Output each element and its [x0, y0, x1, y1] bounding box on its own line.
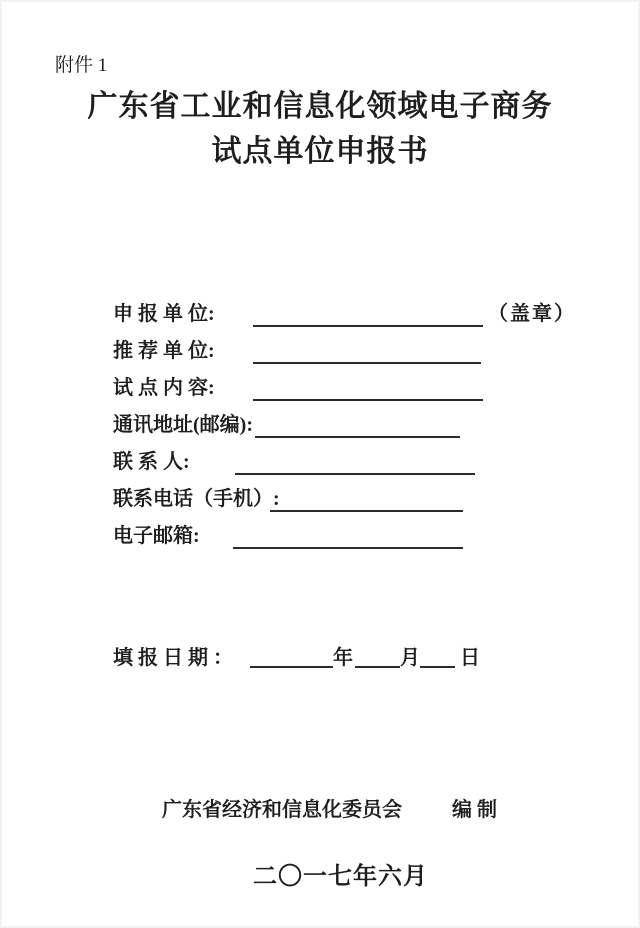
document-footer	[0, 773, 640, 891]
mailing-address-label: 通讯地址(邮编):	[113, 414, 253, 436]
month-blank-line	[355, 666, 400, 668]
email-label: 电子邮箱:	[113, 525, 200, 547]
form-row-recommending-unit	[113, 327, 613, 364]
attachment-label: 附件 1	[55, 55, 108, 76]
application-form	[113, 290, 613, 549]
month-unit-label: 月	[400, 647, 420, 669]
form-row-email	[113, 512, 613, 549]
form-row-contact-phone	[113, 475, 613, 512]
email-blank-line	[233, 547, 463, 549]
day-unit-label: 日	[460, 647, 480, 669]
applicant-unit-label: 申 报 单 位:	[113, 303, 215, 325]
recommending-unit-label: 推 荐 单 位:	[113, 340, 215, 362]
compiler-organization: 广东省经济和信息化委员会	[162, 799, 402, 821]
contact-person-label: 联 系 人:	[113, 451, 190, 473]
pilot-content-label: 试 点 内 容:	[113, 377, 215, 399]
day-blank-line	[420, 666, 455, 668]
seal-note-label: （盖章）	[488, 303, 576, 325]
document-title-line1: 广东省工业和信息化领域电子商务	[87, 90, 553, 123]
document-title-line2: 试点单位申报书	[211, 135, 429, 168]
form-row-contact-person	[113, 438, 613, 475]
form-row-applicant-unit	[113, 290, 613, 327]
year-unit-label: 年	[333, 647, 353, 669]
fill-date-row	[113, 644, 533, 672]
year-blank-line	[250, 666, 333, 668]
document-title	[0, 84, 640, 174]
form-row-mailing-address	[113, 401, 613, 438]
footer-compiler-line	[132, 773, 640, 848]
form-row-pilot-content	[113, 364, 613, 401]
compiled-by-label: 编 制	[452, 799, 497, 821]
fill-date-label: 填 报 日 期 ：	[113, 647, 233, 669]
contact-phone-label: 联系电话（手机）:	[113, 488, 280, 510]
footer-publish-date: 二〇一七年六月	[253, 864, 428, 890]
